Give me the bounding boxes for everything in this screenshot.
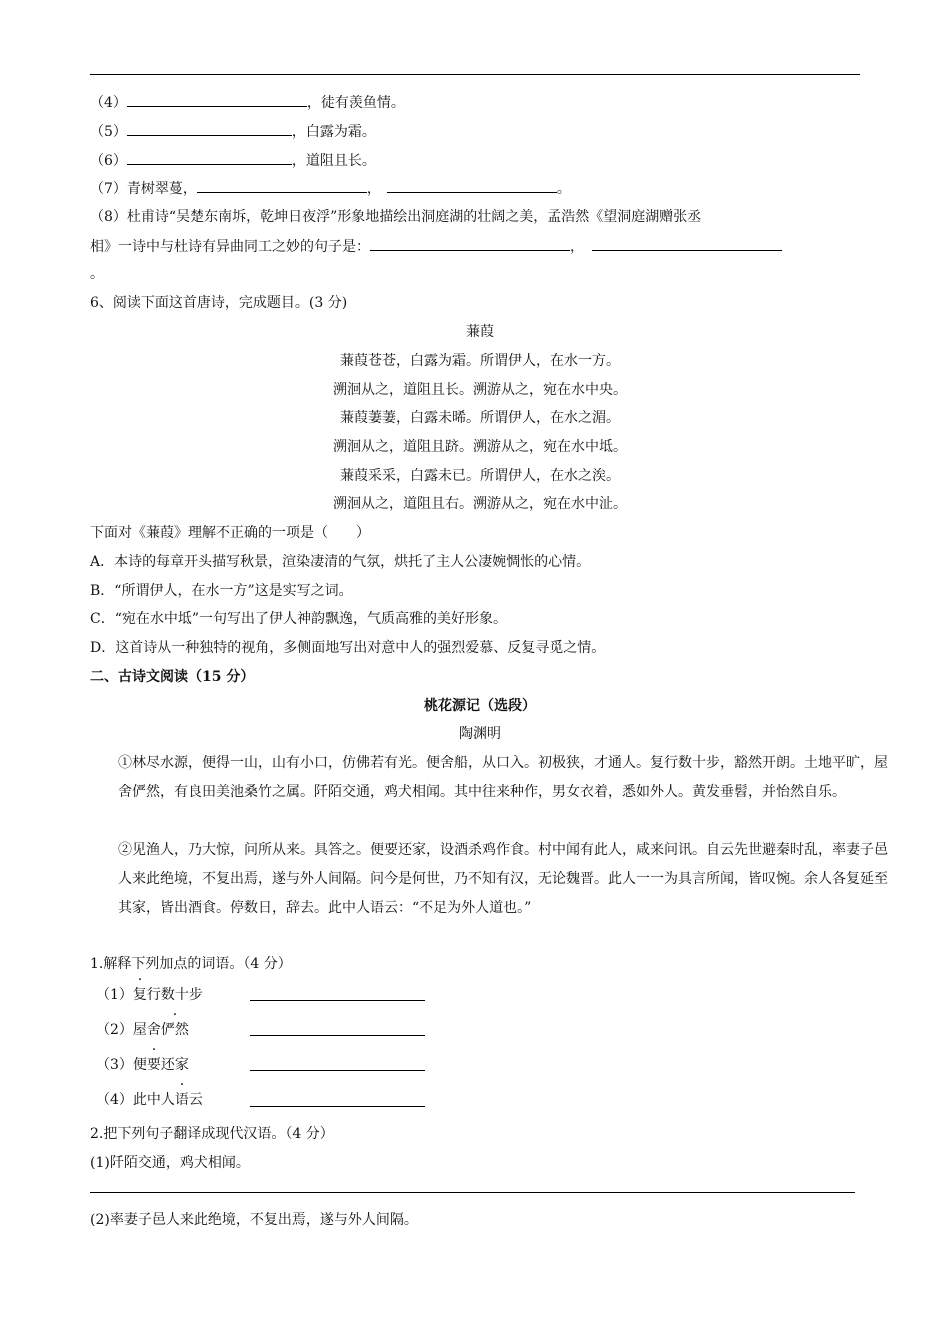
item-text: ， — [366, 181, 381, 197]
answer-blank[interactable] — [250, 1070, 425, 1071]
item-text: 。 — [90, 266, 104, 282]
q6-question: 下面对《蒹葭》理解不正确的一项是（ ） — [90, 525, 370, 541]
q1-item-3 — [96, 1055, 189, 1075]
item-number: （3） — [96, 1057, 133, 1073]
answer-blank[interactable] — [127, 92, 307, 107]
item-text: ，徒有羡鱼情。 — [306, 95, 405, 111]
passage-title: 桃花源记（选段） — [424, 698, 536, 714]
header-rule — [90, 74, 860, 75]
q1-item-4 — [96, 1090, 203, 1110]
option-c[interactable]: C．“宛在水中坻”一句写出了伊人神韵飘逸，气质高雅的美好形象。 — [90, 611, 508, 627]
option-d[interactable]: D．这首诗从一种独特的视角，多侧面地写出对意中人的强烈爱慕、反复寻觅之情。 — [90, 640, 606, 656]
q5-item-8-end — [90, 264, 104, 284]
q5-item-4 — [90, 92, 405, 112]
item-text: 此中人 — [132, 1092, 175, 1108]
answer-blank[interactable] — [250, 1106, 425, 1107]
q6-heading — [90, 293, 347, 313]
q2-sentence-1: (1)阡陌交通，鸡犬相闻。 — [90, 1155, 250, 1171]
answer-blank[interactable] — [127, 121, 292, 136]
answer-blank[interactable] — [250, 1000, 425, 1001]
answer-blank[interactable] — [370, 236, 570, 251]
item-number: （5） — [90, 124, 127, 140]
dotted-word: 俨然 — [160, 1022, 189, 1038]
answer-line[interactable] — [90, 1192, 855, 1193]
item-text: 相》一诗中与杜诗有异曲同工之妙的句子是： — [90, 239, 370, 255]
q5-item-6 — [90, 150, 376, 170]
item-number: （2） — [96, 1022, 133, 1038]
option-b[interactable]: B．“所谓伊人，在水一方”这是实写之词。 — [90, 583, 353, 599]
q1-heading: 1.解释下列加点的词语。（4 分） — [90, 956, 292, 972]
q5-item-7 — [90, 178, 571, 198]
item-number: （1） — [96, 987, 133, 1003]
item-text: ，道阻且长。 — [291, 153, 376, 169]
item-text: ， — [570, 239, 584, 255]
poem-line: 蒹葭苍苍，白露为霜。所谓伊人，在水一方。 — [340, 353, 620, 369]
q5-item-5 — [90, 121, 376, 141]
passage-paragraph-1: ①林尽水源，便得一山，山有小口，仿佛若有光。便舍船，从口入。初极狭，才通人。复行数十步，豁然开朗。土地平旷，屋舍俨然，有良田美池桑竹之属。阡陌交通，鸡犬相闻。其中往来种作，男女衣着，悉如外人。黄发垂髫，并怡然自乐。 — [118, 755, 888, 800]
dotted-word: 语 — [174, 1092, 189, 1108]
item-text: 行数十步 — [146, 987, 203, 1003]
item-number: （4） — [90, 95, 127, 111]
q1-item-2 — [96, 1020, 189, 1040]
q5-item-8-line1 — [90, 207, 701, 227]
item-text: 屋舍 — [132, 1022, 161, 1038]
poem-line: 蒹葭萋萋，白露未晞。所谓伊人，在水之湄。 — [340, 410, 620, 426]
section-heading: 二、古诗文阅读（15 分） — [90, 669, 255, 685]
dotted-word: 要 — [146, 1057, 161, 1073]
answer-blank[interactable] — [387, 178, 557, 193]
question-heading: 6、阅读下面这首唐诗，完成题目。(3 分) — [90, 295, 348, 311]
item-text: 云 — [188, 1092, 203, 1108]
passage-author: 陶渊明 — [459, 726, 501, 742]
item-text: （8）杜甫诗“吴楚东南坼，乾坤日夜浮”形象地描绘出洞庭湖的壮阔之美，孟浩然《望洞庭湖赠张丞 — [90, 209, 702, 225]
item-number: （4） — [96, 1092, 133, 1108]
item-text: ，白露为霜。 — [291, 124, 376, 140]
q1-item-1 — [96, 985, 203, 1005]
q2-heading: 2.把下列句子翻译成现代汉语。（4 分） — [90, 1126, 334, 1142]
passage-paragraph-2: ②见渔人，乃大惊，问所从来。具答之。便要还家，设酒杀鸡作食。村中闻有此人，咸来问讯。自云先世避秦时乱，率妻子邑人来此绝境，不复出焉，遂与外人间隔。问今是何世，乃不知有汉，无论魏晋。此人一一为具言所闻，皆叹惋。余人各复延至其家，皆出酒食。停数日，辞去。此中人语云：“不足为外人道也。” — [118, 842, 888, 916]
option-a[interactable]: A．本诗的每章开头描写秋景，渲染凄清的气氛，烘托了主人公凄婉惆怅的心情。 — [90, 554, 591, 570]
poem-line: 蒹葭采采，白露未已。所谓伊人，在水之涘。 — [340, 468, 620, 484]
poem-line: 溯洄从之，道阻且右。溯游从之，宛在水中沚。 — [333, 496, 627, 512]
item-text: 。 — [556, 181, 571, 197]
item-text: 还家 — [160, 1057, 189, 1073]
poem-title: 蒹葭 — [466, 324, 494, 340]
dotted-word: 复 — [132, 987, 147, 1003]
q2-sentence-2: (2)率妻子邑人来此绝境，不复出焉，遂与外人间隔。 — [90, 1212, 418, 1228]
answer-blank[interactable] — [592, 236, 782, 251]
item-text: 便 — [132, 1057, 147, 1073]
item-text: （7）青树翠蔓， — [90, 181, 197, 197]
poem-line: 溯洄从之，道阻且长。溯游从之，宛在水中央。 — [333, 382, 627, 398]
answer-blank[interactable] — [197, 178, 367, 193]
answer-blank[interactable] — [250, 1035, 425, 1036]
q5-item-8-line2 — [90, 236, 782, 256]
answer-blank[interactable] — [127, 150, 292, 165]
item-number: （6） — [90, 153, 127, 169]
poem-line: 溯洄从之，道阻且跻。溯游从之，宛在水中坻。 — [333, 439, 627, 455]
